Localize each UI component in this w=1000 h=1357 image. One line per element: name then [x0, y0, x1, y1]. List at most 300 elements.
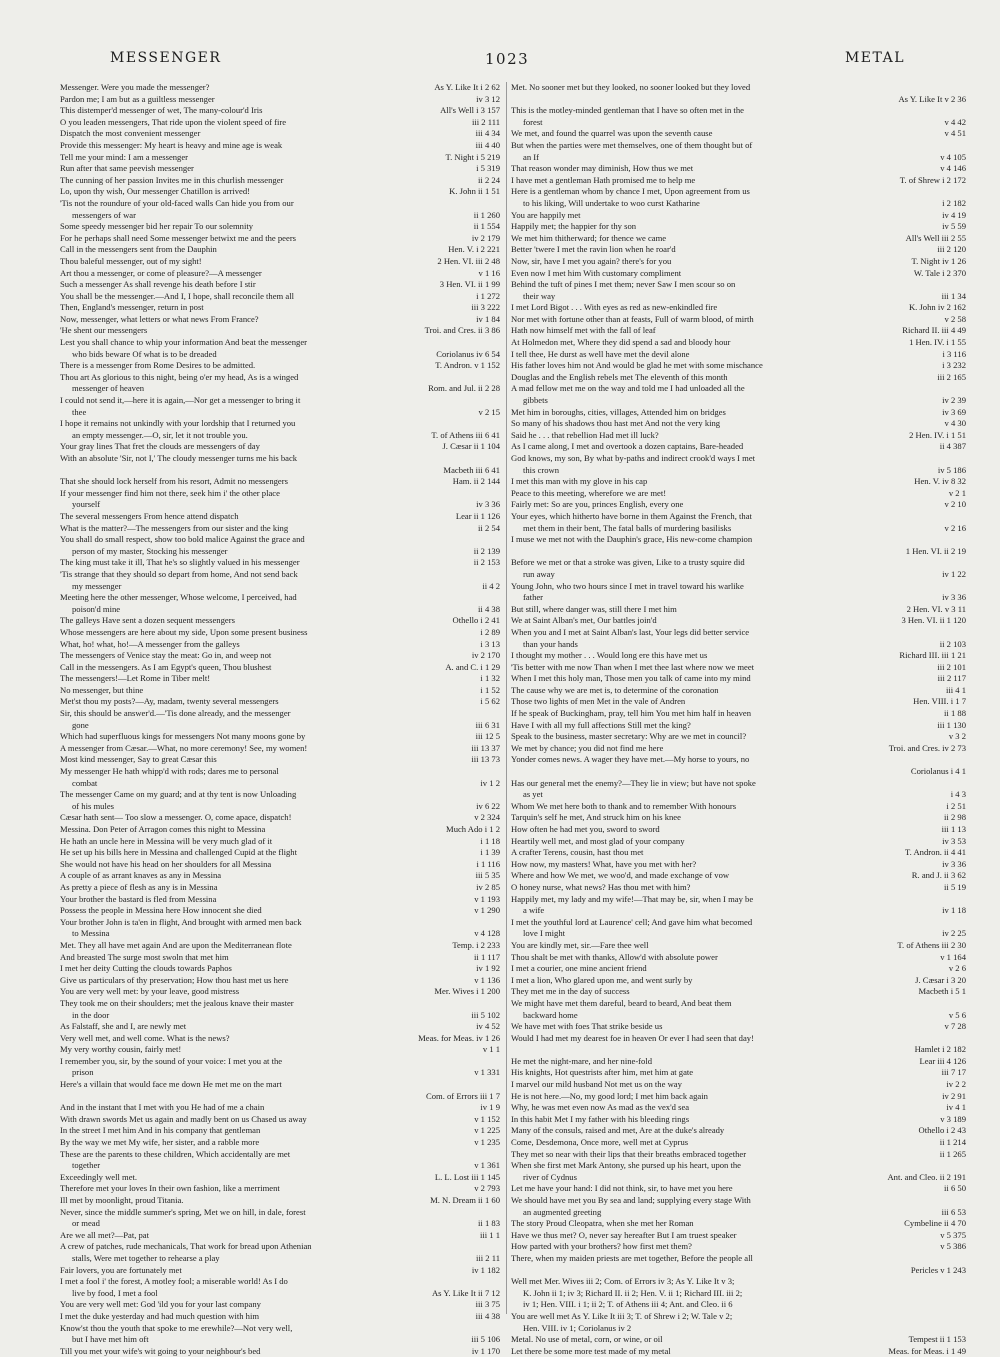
- quotation-text: My very worthy cousin, fairly met!: [60, 1044, 182, 1055]
- concordance-line: [511, 720, 966, 732]
- quotation-text: forest: [523, 116, 543, 127]
- quotation-text: As Falstaff, she and I, are newly met: [60, 1021, 187, 1032]
- citation-reference: iii 3 222: [468, 302, 500, 314]
- concordance-line: [511, 1288, 966, 1300]
- concordance-line: [60, 1091, 500, 1103]
- citation-reference: iv 3 12: [473, 94, 500, 106]
- quotation-text: together: [72, 1160, 101, 1171]
- concordance-line: [511, 256, 966, 268]
- quotation-text: I met a lion, Who glared upon me, and went surly by: [511, 974, 693, 985]
- concordance-line: [60, 1010, 500, 1022]
- citation-reference: iii 6 53: [939, 1207, 966, 1219]
- citation-reference: iii 4 38: [473, 1311, 500, 1323]
- citation-reference: Othello i 2 43: [915, 1125, 966, 1137]
- citation-reference: v 1 1: [480, 1044, 500, 1056]
- concordance-line: [60, 627, 500, 639]
- concordance-line: [511, 1323, 966, 1335]
- concordance-line: [60, 465, 500, 477]
- quotation-text: Run after that same peevish messenger: [60, 163, 194, 174]
- citation-reference: Cymbeline ii 4 70: [901, 1218, 966, 1230]
- quotation-text: than your hands: [523, 638, 578, 649]
- quotation-text: poison'd mine: [72, 603, 121, 614]
- quotation-text: The galleys Have sent a dozen sequent messengers: [60, 615, 235, 626]
- concordance-line: [511, 523, 966, 535]
- quotation-text: When you and I met at Saint Alban's last, Your legs did better service: [511, 626, 750, 637]
- concordance-line: [60, 221, 500, 233]
- quotation-text: Call in the messengers. As I am Egypt's queen, Thou blushest: [60, 661, 272, 672]
- quotation-text: A crew of patches, rude mechanicals, That work for bread upon Athenian: [60, 1241, 312, 1252]
- quotation-text: Said he . . . that rebellion Had met ill luck?: [511, 429, 659, 440]
- quotation-text: O honey nurse, what news? Has thou met with him?: [511, 881, 691, 892]
- quotation-text: You are well met As Y. Like It iii 3; T. of Shrew i 2; W. Tale v 2;: [511, 1310, 733, 1321]
- concordance-line: [511, 163, 966, 175]
- citation-reference: iv 3 36: [939, 859, 966, 871]
- concordance-line: [511, 870, 966, 882]
- citation-reference: Pericles v 1 243: [908, 1265, 966, 1277]
- concordance-line: [511, 1056, 966, 1068]
- citation-reference: i 3 116: [939, 349, 966, 361]
- citation-reference: i 5 62: [477, 696, 500, 708]
- concordance-line: [60, 476, 500, 488]
- citation-reference: iv 6 22: [473, 801, 500, 813]
- quotation-text: Give us particulars of thy preservation; How thou hast met us here: [60, 974, 289, 985]
- concordance-line: [511, 383, 966, 395]
- citation-reference: i 5 319: [473, 163, 500, 175]
- quotation-text: Yonder comes news. A wager they have met.—My horse to yours, no: [511, 754, 750, 765]
- quotation-text: Your brother John is ta'en in flight, And brought with armed men back: [60, 916, 302, 927]
- quotation-text: But when the parties were met themselves, one of them thought but of: [511, 139, 753, 150]
- citation-reference: Richard II. iii 4 49: [899, 325, 966, 337]
- concordance-line: [511, 1207, 966, 1219]
- concordance-line: [60, 418, 500, 430]
- concordance-line: [511, 1137, 966, 1149]
- citation-reference: Rom. and Jul. ii 2 28: [425, 383, 500, 395]
- citation-reference: v 1 152: [471, 1114, 500, 1126]
- quotation-text: run away: [523, 568, 555, 579]
- quotation-text: Till you met your wife's wit going to your neighbour's bed: [60, 1345, 261, 1356]
- citation-reference: T. of Athens iii 2 30: [894, 940, 966, 952]
- concordance-line: [60, 801, 500, 813]
- citation-reference: v 4 51: [942, 128, 966, 140]
- quotation-text: Your gray lines That fret the clouds are messengers of day: [60, 441, 260, 452]
- citation-reference: ii 2 54: [475, 523, 500, 535]
- concordance-line: [60, 94, 500, 106]
- quotation-text: Have we thus met? O, never say hereafter But I am truest speaker: [511, 1229, 737, 1240]
- citation-reference: v 2 793: [471, 1183, 500, 1195]
- quotation-text: combat: [72, 777, 98, 788]
- quotation-text: We might have met them dareful, beard to beard, And beat them: [511, 997, 732, 1008]
- citation-reference: iv 1 18: [939, 905, 966, 917]
- quotation-text: I tell thee, He durst as well have met the devil alone: [511, 348, 690, 359]
- citation-reference: iv 2 2: [943, 1079, 966, 1091]
- citation-reference: v 1 16: [476, 268, 500, 280]
- citation-reference: ii 2 24: [475, 175, 500, 187]
- concordance-line: [511, 534, 966, 546]
- citation-reference: ii 1 117: [471, 952, 500, 964]
- concordance-line: [60, 383, 500, 395]
- quotation-text: They met so near with their lips that their breaths embraced together: [511, 1148, 747, 1159]
- concordance-line: [60, 302, 500, 314]
- concordance-line: [511, 940, 966, 952]
- quotation-text: an augmented greeting: [523, 1206, 602, 1217]
- concordance-line: [511, 963, 966, 975]
- concordance-line: [60, 673, 500, 685]
- quotation-text: Now, sir, have I met you again? there's for you: [511, 255, 672, 266]
- quotation-text: but I have met him oft: [72, 1334, 149, 1345]
- citation-reference: i 1 52: [477, 685, 500, 697]
- quotation-text: He hath an uncle here in Messina will be very much glad of it: [60, 835, 273, 846]
- concordance-line: [60, 1346, 500, 1357]
- quotation-text: Douglas and the English rebels met The eleventh of this month: [511, 371, 728, 382]
- citation-reference: i 1 18: [477, 836, 500, 848]
- quotation-text: There is a messenger from Rome Desires to be admitted.: [60, 360, 256, 371]
- quotation-text: Has our general met the enemy?—They lie in view; but have not spoke: [511, 777, 756, 788]
- concordance-line: [60, 372, 500, 384]
- quotation-text: Tarquin's self he met, And struck him on his knee: [511, 812, 681, 823]
- quotation-text: Why, he was met even now As mad as the vex'd sea: [511, 1102, 690, 1113]
- concordance-line: [511, 696, 966, 708]
- quotation-text: Thou art As glorious to this night, being o'er my head, As is a winged: [60, 371, 299, 382]
- quotation-text: Such a messenger As shall revenge his death before I stir: [60, 279, 256, 290]
- concordance-line: [511, 1021, 966, 1033]
- citation-reference: v 4 128: [471, 928, 500, 940]
- citation-reference: iii 2 117: [935, 673, 966, 685]
- concordance-line: [60, 175, 500, 187]
- concordance-line: [511, 789, 966, 801]
- concordance-line: [511, 731, 966, 743]
- quotation-text: Ill met by moonlight, proud Titania.: [60, 1195, 184, 1205]
- quotation-text: No messenger, but thine: [60, 684, 144, 695]
- quotation-text: You are very well met: God 'ild you for your last company: [60, 1299, 261, 1310]
- quotation-text: met them in their bent, The fatal balls of murdering basilisks: [523, 522, 732, 533]
- quotation-text: We met by chance; you did not find me here: [511, 742, 664, 753]
- quotation-text: person of my master, Stocking his messenger: [72, 545, 228, 556]
- citation-reference: ii 4 38: [475, 604, 500, 616]
- citation-reference: K. John ii 1 51: [446, 186, 500, 198]
- quotation-text: My messenger He hath whipp'd with rods; dares me to personal: [60, 766, 279, 777]
- quotation-text: Let there be some more test made of my metal: [511, 1345, 671, 1356]
- concordance-line: [60, 337, 500, 349]
- concordance-line: [511, 1241, 966, 1253]
- concordance-line: [511, 1067, 966, 1079]
- quotation-text: I met this man with my glove in his cap: [511, 476, 648, 487]
- quotation-text: Therefore met your loves In their own fashion, like a merriment: [60, 1183, 280, 1194]
- quotation-text: an empty messenger.—O, sir, let it not trouble you.: [72, 429, 248, 440]
- concordance-line: [511, 140, 966, 152]
- citation-reference: iii 13 37: [468, 743, 500, 755]
- concordance-line: [511, 1299, 966, 1311]
- concordance-line: [60, 720, 500, 732]
- quotation-text: I met a courier, one mine ancient friend: [511, 963, 647, 974]
- quotation-text: His knights, Hot questrists after him, met him at gate: [511, 1067, 694, 1078]
- citation-reference: i 3 13: [477, 639, 500, 651]
- concordance-line: [511, 685, 966, 697]
- quotation-text: You are kindly met, sir.—Fare thee well: [511, 939, 649, 950]
- quotation-text: this crown: [523, 464, 560, 475]
- citation-reference: ii 2 103: [937, 639, 966, 651]
- concordance-line: [60, 754, 500, 766]
- concordance-line: [60, 1218, 500, 1230]
- citation-reference: iv 2 179: [469, 233, 500, 245]
- concordance-line: [60, 105, 500, 117]
- citation-reference: ii 1 554: [471, 221, 500, 233]
- concordance-line: [60, 1230, 500, 1242]
- concordance-line: [60, 1102, 500, 1114]
- quotation-text: And breasted The surge most swoln that met him: [60, 951, 229, 962]
- concordance-line: [511, 1253, 966, 1265]
- quotation-text: 'Tis not the roundure of your old-faced walls Can hide you from our: [60, 197, 294, 208]
- quotation-text: Your brother the bastard is fled from Messina: [60, 893, 217, 904]
- concordance-line: [60, 546, 500, 558]
- concordance-line: [60, 1160, 500, 1172]
- concordance-line: [60, 743, 500, 755]
- quotation-text: This is the motley-minded gentleman that I have so often met in the: [511, 105, 744, 116]
- concordance-line: [60, 1044, 500, 1056]
- quotation-text: thee: [72, 406, 87, 417]
- quotation-text: The several messengers From hence attend dispatch: [60, 510, 239, 521]
- citation-reference: iv 3 36: [473, 499, 500, 511]
- concordance-line: [511, 1195, 966, 1207]
- concordance-line: [60, 1299, 500, 1311]
- concordance-line: [60, 778, 500, 790]
- quotation-text: Even now I met him With customary compliment: [511, 267, 682, 278]
- quotation-text: Happily met; the happier for thy son: [511, 221, 637, 232]
- concordance-line: [511, 233, 966, 245]
- quotation-text: Most kind messenger, Say to great Cæsar this: [60, 754, 217, 765]
- citation-reference: J. Cæsar ii 1 104: [439, 441, 500, 453]
- citation-reference: v 2 324: [471, 812, 500, 824]
- quotation-text: to Messina: [72, 928, 110, 939]
- citation-reference: iv 4 19: [939, 210, 966, 222]
- quotation-text: That she should lock herself from his resort, Admit no messengers: [60, 476, 288, 487]
- concordance-line: [60, 360, 500, 372]
- citation-reference: v 1 331: [471, 1067, 500, 1079]
- quotation-text: Some speedy messenger bid her repair To our solemnity: [60, 221, 254, 232]
- quotation-text: who bids beware Of what is to be dreaded: [72, 348, 217, 359]
- concordance-line: [60, 1311, 500, 1323]
- citation-reference: iv 4 52: [473, 1021, 500, 1033]
- concordance-line: [60, 198, 500, 210]
- concordance-line: [60, 963, 500, 975]
- citation-reference: ii 1 260: [471, 210, 500, 222]
- quotation-text: What, ho! what, ho!—A messenger from the galleys: [60, 638, 240, 649]
- quotation-text: Dispatch the most convenient messenger: [60, 128, 201, 139]
- concordance-line: [60, 1033, 500, 1045]
- concordance-line: [60, 662, 500, 674]
- quotation-text: Where and how We met, we woo'd, and made exchange of vow: [511, 870, 730, 881]
- citation-reference: ii 1 265: [937, 1149, 966, 1161]
- concordance-line: [60, 685, 500, 697]
- concordance-line: [511, 778, 966, 790]
- concordance-line: [511, 894, 966, 906]
- citation-reference: Hen. V. iv 8 32: [911, 476, 966, 488]
- quotation-text: Whose messengers are here about my side, Upon some present business: [60, 626, 308, 637]
- concordance-line: [60, 186, 500, 198]
- concordance-line: [60, 499, 500, 511]
- concordance-line: [511, 581, 966, 593]
- citation-reference: As Y. Like It i 2 62: [431, 82, 500, 94]
- citation-reference: v 1 225: [471, 1125, 500, 1137]
- quotation-text: Now, messenger, what letters or what news From France?: [60, 313, 259, 324]
- concordance-line: [60, 152, 500, 164]
- concordance-line: [511, 418, 966, 430]
- quotation-text: Meeting here the other messenger, Whose welcome, I perceived, had: [60, 592, 297, 603]
- concordance-line: [60, 140, 500, 152]
- concordance-line: [511, 1276, 966, 1288]
- citation-reference: T. of Athens iii 6 41: [428, 430, 500, 442]
- concordance-line: [60, 256, 500, 268]
- quotation-text: in the door: [72, 1009, 110, 1020]
- quotation-text: river of Cydnus: [523, 1171, 577, 1182]
- concordance-line: [511, 360, 966, 372]
- concordance-line: [511, 743, 966, 755]
- concordance-line: [511, 105, 966, 117]
- citation-reference: i 2 89: [477, 627, 500, 639]
- citation-reference: Tempest ii 1 153: [906, 1334, 966, 1346]
- concordance-line: [60, 789, 500, 801]
- concordance-line: [511, 1149, 966, 1161]
- quotation-text: Better 'twere I met the ravin lion when he roar'd: [511, 244, 676, 255]
- quotation-text: Speak to the business, master secretary: Why are we met in council?: [511, 731, 747, 742]
- concordance-line: [60, 441, 500, 453]
- citation-reference: i 1 39: [477, 847, 500, 859]
- citation-reference: Lear iii 4 126: [916, 1056, 966, 1068]
- concordance-line: [511, 325, 966, 337]
- quotation-text: gibbets: [523, 395, 548, 406]
- concordance-line: [60, 604, 500, 616]
- concordance-line: [511, 1114, 966, 1126]
- concordance-line: [511, 1102, 966, 1114]
- concordance-line: [60, 268, 500, 280]
- quotation-text: Pardon me; I am but as a guiltless messenger: [60, 93, 215, 104]
- concordance-line: [511, 639, 966, 651]
- citation-reference: iv 4 1: [943, 1102, 966, 1114]
- citation-reference: v 2 10: [942, 499, 966, 511]
- quotation-text: If your messenger find him not there, seek him i' the other place: [60, 487, 280, 498]
- quotation-text: We should have met you By sea and land; supplying every stage With: [511, 1195, 751, 1205]
- concordance-line: [511, 975, 966, 987]
- quotation-text: I hope it remains not unkindly with your lordship that I returned you: [60, 418, 296, 429]
- concordance-line: [511, 1218, 966, 1230]
- citation-reference: iii 6 31: [473, 720, 500, 732]
- concordance-line: [60, 163, 500, 175]
- concordance-line: [60, 291, 500, 303]
- citation-reference: i 3 232: [939, 360, 966, 372]
- quotation-text: The story Proud Cleopatra, when she met her Roman: [511, 1218, 694, 1229]
- concordance-line: [511, 952, 966, 964]
- concordance-line: [60, 325, 500, 337]
- citation-reference: ii 6 50: [941, 1183, 966, 1195]
- citation-reference: v 3 189: [937, 1114, 966, 1126]
- quotation-text: That reason wonder may diminish, How thus we met: [511, 163, 694, 174]
- citation-reference: Lear ii 1 126: [453, 511, 500, 523]
- concordance-line: [511, 1334, 966, 1346]
- citation-reference: iii 4 40: [473, 140, 500, 152]
- citation-reference: iv 5 59: [939, 221, 966, 233]
- citation-reference: Meas. for Meas. iv 1 26: [415, 1033, 500, 1045]
- quotation-text: Very well met, and well come. What is the news?: [60, 1032, 230, 1043]
- concordance-line: [511, 708, 966, 720]
- quotation-text: Here is a gentleman whom by chance I met, Upon agreement from us: [511, 186, 750, 197]
- concordance-line: [511, 836, 966, 848]
- quotation-text: But still, where danger was, still there I met him: [511, 603, 677, 614]
- citation-reference: v 2 15: [476, 407, 500, 419]
- citation-reference: v 1 361: [471, 1160, 500, 1172]
- citation-reference: ii 4 2: [479, 581, 500, 593]
- quotation-text: She would not have his head on her shoulders for all Messina: [60, 858, 272, 869]
- quotation-text: messengers of war: [72, 209, 136, 220]
- concordance-line: [60, 523, 500, 535]
- concordance-line: [60, 233, 500, 245]
- citation-reference: iv 2 25: [939, 928, 966, 940]
- concordance-line: [511, 882, 966, 894]
- citation-reference: i 2 182: [939, 198, 966, 210]
- quotation-text: messenger of heaven: [72, 383, 145, 394]
- quotation-text: The king must take it ill, That he's so slightly valued in his messenger: [60, 557, 300, 568]
- concordance-line: [511, 210, 966, 222]
- quotation-text: Exceedingly well met.: [60, 1171, 138, 1182]
- citation-reference: ii 1 214: [937, 1137, 966, 1149]
- citation-reference: Troi. and Cres. iv 2 73: [886, 743, 966, 755]
- quotation-text: Cæsar hath sent— Too slow a messenger. O, come apace, dispatch!: [60, 812, 292, 823]
- quotation-text: K. John ii 1; iv 3; Richard II. ii 2; Hen. V. ii 1; Richard III. iii 2;: [523, 1287, 743, 1298]
- concordance-line: [60, 766, 500, 778]
- quotation-text: His father loves him not And would be glad he met with some mischance: [511, 360, 763, 371]
- citation-reference: iv 1 84: [473, 314, 500, 326]
- quotation-text: a wife: [523, 905, 545, 916]
- header-right-headword: METAL: [844, 50, 905, 66]
- quotation-text: 'Tis strange that they should so depart from home, And not send back: [60, 568, 298, 579]
- concordance-line: [511, 812, 966, 824]
- concordance-line: [511, 268, 966, 280]
- quotation-text: In this habit Met I my father with his bleeding rings: [511, 1113, 690, 1124]
- concordance-line: [511, 314, 966, 326]
- concordance-line: [60, 836, 500, 848]
- quotation-text: love I might: [523, 928, 566, 939]
- quotation-text: gone: [72, 719, 89, 730]
- citation-reference: T. Night iv 1 26: [908, 256, 966, 268]
- citation-reference: i 4 3: [948, 789, 966, 801]
- concordance-line: [511, 186, 966, 198]
- citation-reference: ii 2 153: [471, 557, 500, 569]
- quotation-text: Here's a villain that would face me down He met me on the mart: [60, 1079, 282, 1090]
- quotation-text: We have met with foes That strike beside us: [511, 1021, 663, 1032]
- quotation-text: Many of the consuls, raised and met, Are at the duke's already: [511, 1125, 725, 1136]
- concordance-line: [60, 882, 500, 894]
- quotation-text: Met him in boroughs, cities, villages, Attended him on bridges: [511, 406, 726, 417]
- quotation-text: Have I with all my full affections Still met the king?: [511, 719, 691, 730]
- citation-reference: ii 4 387: [937, 441, 966, 453]
- citation-reference: Ham. ii 2 144: [450, 476, 500, 488]
- concordance-line: [60, 847, 500, 859]
- concordance-line: [511, 1125, 966, 1137]
- quotation-text: Nor met with fortune other than at feasts, Full of warm blood, of mirth: [511, 313, 754, 324]
- citation-reference: v 2 1: [946, 488, 966, 500]
- concordance-line: [60, 1241, 500, 1253]
- concordance-line: [60, 731, 500, 743]
- concordance-line: [60, 1276, 500, 1288]
- concordance-line: [60, 453, 500, 465]
- quotation-text: yourself: [72, 499, 101, 510]
- concordance-line: [511, 673, 966, 685]
- quotation-text: Would I had met my dearest foe in heaven Or ever I had seen that day!: [511, 1032, 754, 1043]
- citation-reference: i 2 51: [943, 801, 966, 813]
- citation-reference: Much Ado i 1 2: [443, 824, 500, 836]
- quotation-text: stalls, Were met together to rehearse a play: [72, 1252, 220, 1263]
- citation-reference: Coriolanus i 4 1: [908, 766, 966, 778]
- concordance-line: [60, 824, 500, 836]
- citation-reference: J. Cæsar i 3 20: [912, 975, 966, 987]
